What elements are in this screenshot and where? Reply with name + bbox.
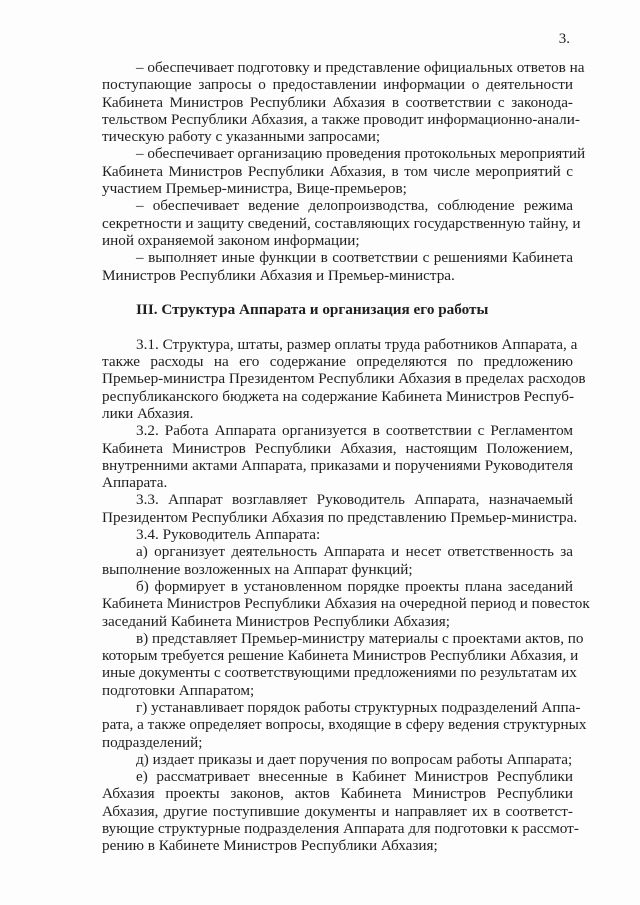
text-line: тическую работу с указанными запросами; xyxy=(102,128,381,146)
text-line: лики Абхазия. xyxy=(102,404,194,422)
paragraph xyxy=(102,543,573,578)
section-three-content xyxy=(102,335,590,855)
text-line: Министров Республики Абхазия и Премьер-министра. xyxy=(102,266,455,284)
text-line: Аппарата. xyxy=(102,474,168,492)
spacer xyxy=(102,318,573,335)
paragraph xyxy=(102,526,573,543)
paragraph xyxy=(102,577,590,630)
text-line: Кабинета Министров Республики Абхазия, в том числе мероприятий с xyxy=(102,162,573,180)
text-line: заседаний Кабинета Министров Республики Абхазия; xyxy=(102,612,451,630)
text-line: Кабинета Министров Республики Абхазия на очередной период и повесток xyxy=(102,595,590,613)
text-line: Президентом Республики Абхазия по представлению Премьер-министра. xyxy=(102,508,578,526)
text-line: 3.1. Структура, штаты, размер оплаты труда работников Аппарата, а xyxy=(136,335,578,353)
text-line: – обеспечивает ведение делопроизводства, соблюдение режима xyxy=(136,197,573,215)
text-line: е) рассматривает внесенные в Кабинет Министров Республики xyxy=(136,768,573,786)
text-line: 3.3. Аппарат возглавляет Руководитель Аппарата, назначаемый xyxy=(136,491,573,509)
text-line: Кабинета Министров Республики Абхазия, настоящим Положением, xyxy=(102,439,573,457)
text-line: – обеспечивает подготовку и представление официальных ответов на xyxy=(136,59,585,76)
text-line: 3.4. Руководитель Аппарата: xyxy=(136,526,321,544)
paragraph xyxy=(102,422,573,491)
text-line: в) представляет Премьер-министру материалы с проектами актов, по xyxy=(136,629,584,647)
text-line: б) формирует в установленном порядке проекты плана заседаний xyxy=(136,577,573,595)
spacer xyxy=(102,284,573,301)
page-number: 3. xyxy=(558,31,570,47)
text-line: иные документы с соответствующими предложениями по результатам их xyxy=(102,664,577,682)
text-line: секретности и защиту сведений, составляющих государственную тайну, и xyxy=(102,214,581,232)
text-line: иной охраняемой законом информации; xyxy=(102,231,360,249)
paragraph xyxy=(102,59,585,146)
text-line: выполнение возложенных на Аппарат функций; xyxy=(102,560,413,578)
paragraph xyxy=(102,751,573,768)
paragraph xyxy=(102,629,584,699)
text-line: Премьер-министра Президентом Республики Абхазия в пределах расходов xyxy=(102,370,586,388)
text-line: поступающие запросы о предоставлении информации о деятельности xyxy=(102,76,573,94)
text-line: рению в Кабинете Министров Республики Абхазия; xyxy=(102,837,438,855)
text-line: внутренними актами Аппарата, приказами и поручениями Руководителя xyxy=(102,456,573,474)
text-line: г) устанавливает порядок работы структурных подразделений Аппа- xyxy=(136,698,581,716)
text-line: тельством Республики Абхазия, а также проводит информационно-анали- xyxy=(102,110,580,128)
text-line: – обеспечивает организацию проведения протокольных мероприятий xyxy=(136,145,586,163)
text-line: 3.2. Работа Аппарата организуется в соответствии с Регламентом xyxy=(136,422,573,440)
section-heading: III. Структура Аппарата и организация его работы xyxy=(136,301,489,319)
text-line: – выполняет иные функции в соответствии с решениями Кабинета xyxy=(136,249,573,267)
text-line: Абхазия, другие поступившие документы и направляет их в соответст- xyxy=(102,802,573,820)
text-line: участием Премьер-министра, Вице-премьеров; xyxy=(102,180,407,198)
text-line: д) издает приказы и дает поручения по вопросам работы Аппарата; xyxy=(136,750,573,768)
paragraph xyxy=(102,491,578,526)
text-line: Абхазия проекты законов, актов Кабинета Министров Республики xyxy=(102,785,573,803)
text-line: подразделений; xyxy=(102,733,203,751)
paragraph xyxy=(102,768,579,855)
paragraph xyxy=(102,145,586,198)
text-line: рата, а также определяет вопросы, входящие в сферу ведения структурных xyxy=(102,716,587,734)
text-line: вующие структурные подразделения Аппарата для подготовки к рассмот- xyxy=(102,820,579,838)
paragraph xyxy=(102,698,587,751)
paragraph xyxy=(102,335,586,422)
text-line: Кабинета Министров Республики Абхазия в соответствии с законода- xyxy=(102,93,573,111)
text-line: которым требуется решение Кабинета Министров Республики Абхазия, и xyxy=(102,647,579,665)
text-line: подготовки Аппаратом; xyxy=(102,681,255,699)
document-body xyxy=(102,59,590,855)
paragraph xyxy=(102,197,581,249)
paragraph xyxy=(102,249,573,284)
text-line: также расходы на его содержание определяются по предложению xyxy=(102,353,573,371)
functions-list xyxy=(102,59,586,284)
text-line: а) организует деятельность Аппарата и несет ответственность за xyxy=(136,543,573,561)
text-line: республиканского бюджета на содержание Кабинета Министров Респуб- xyxy=(102,387,575,405)
